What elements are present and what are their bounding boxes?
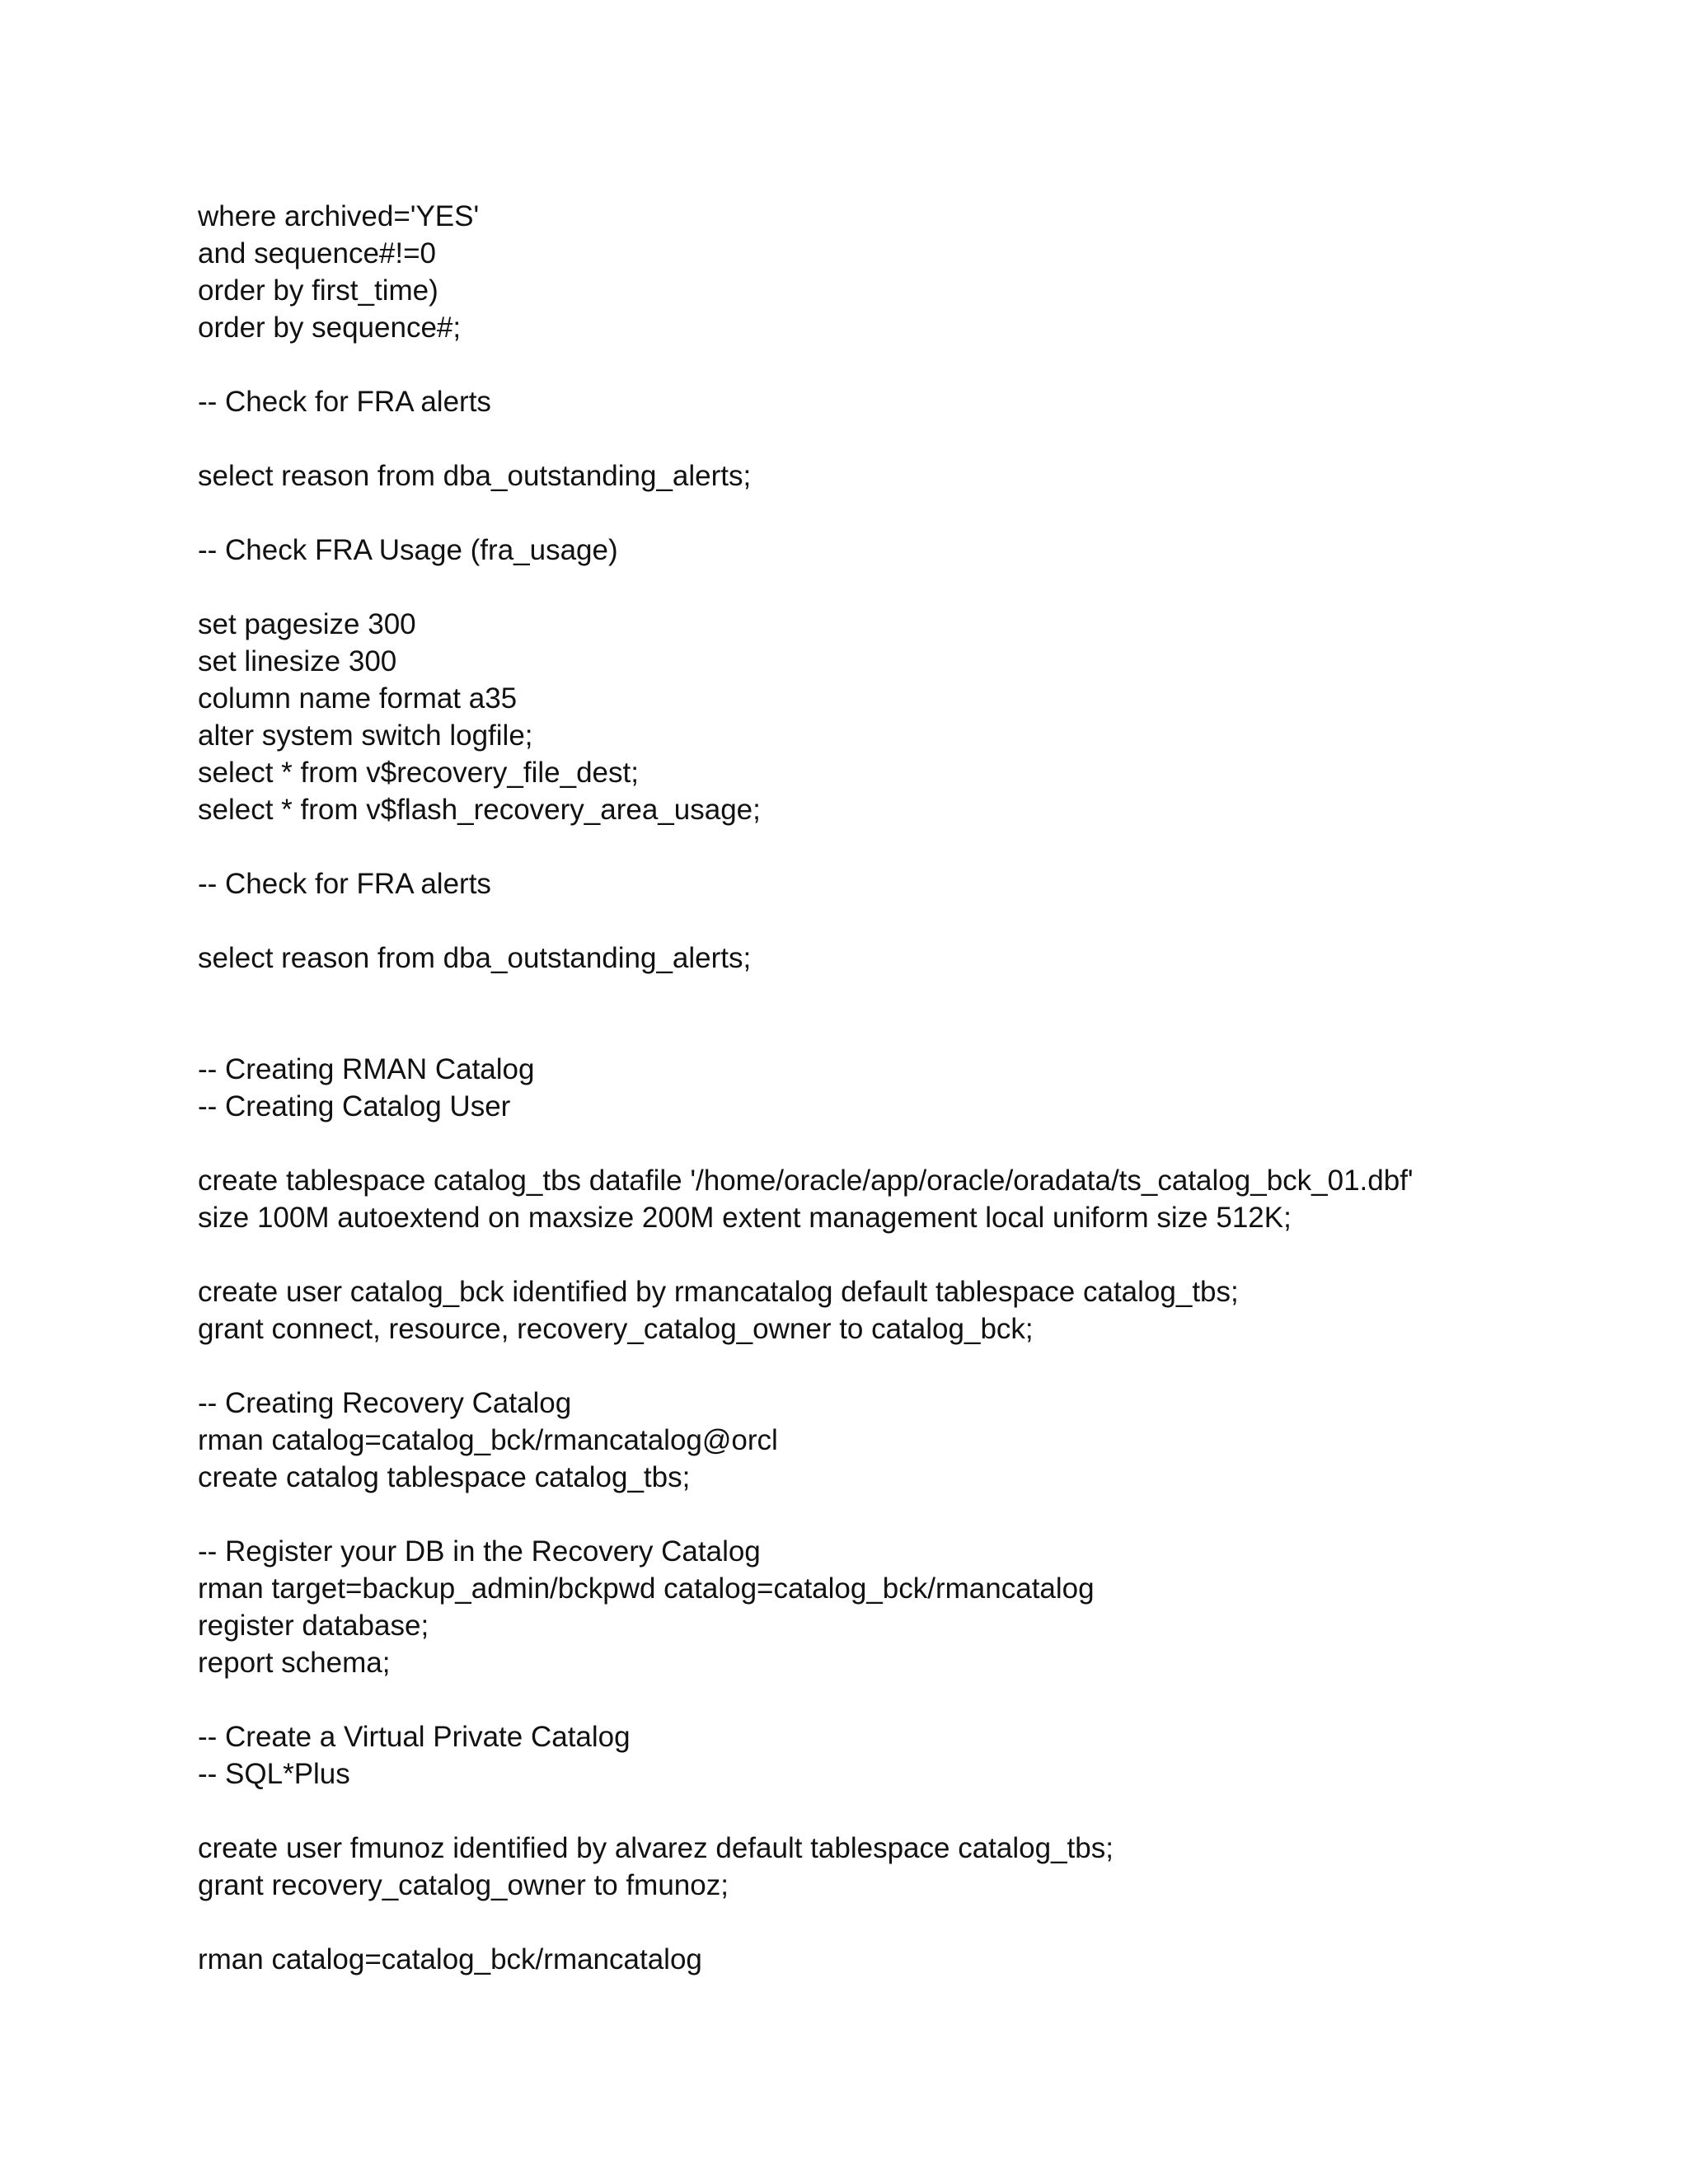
code-line: create catalog tablespace catalog_tbs;	[198, 1461, 691, 1493]
code-line: rman catalog=catalog_bck/rmancatalog	[198, 1943, 702, 1975]
blank-line	[198, 1496, 1599, 1533]
code-line: column name format a35	[198, 682, 518, 715]
code-line: grant connect, resource, recovery_catalog_owner to catalog_bck;	[198, 1313, 1034, 1345]
blank-line	[198, 977, 1599, 1014]
code-line: select * from v$recovery_file_dest;	[198, 757, 639, 789]
code-line: where archived='YES'	[198, 200, 480, 232]
blank-line	[198, 346, 1599, 383]
blank-line	[198, 1125, 1599, 1162]
comment-line: -- Creating Recovery Catalog	[198, 1387, 572, 1419]
comment-line: -- Creating RMAN Catalog	[198, 1053, 535, 1085]
code-line: order by sequence#;	[198, 312, 462, 344]
comment-line: -- Creating Catalog User	[198, 1090, 511, 1122]
code-line: create user fmunoz identified by alvarez default tablespace catalog_tbs;	[198, 1832, 1114, 1864]
blank-line	[198, 828, 1599, 865]
code-line: set linesize 300	[198, 645, 397, 677]
blank-line	[198, 1236, 1599, 1273]
blank-line	[198, 1904, 1599, 1941]
blank-line	[198, 1793, 1599, 1830]
code-line: set pagesize 300	[198, 608, 416, 640]
code-line: select reason from dba_outstanding_alerts;	[198, 942, 752, 974]
code-line: grant recovery_catalog_owner to fmunoz;	[198, 1869, 729, 1901]
comment-line: -- Create a Virtual Private Catalog	[198, 1721, 631, 1753]
code-line: and sequence#!=0	[198, 237, 437, 269]
code-line: size 100M autoextend on maxsize 200M extent management local uniform size 512K;	[198, 1202, 1292, 1234]
code-line: select * from v$flash_recovery_area_usage;	[198, 794, 761, 826]
code-line: order by first_time)	[198, 274, 438, 307]
comment-line: -- Register your DB in the Recovery Catalog	[198, 1535, 761, 1568]
blank-line	[198, 1681, 1599, 1718]
code-line: create user catalog_bck identified by rmancatalog default tablespace catalog_tbs;	[198, 1276, 1239, 1308]
comment-line: -- Check for FRA alerts	[198, 386, 491, 418]
comment-line: -- Check for FRA alerts	[198, 868, 491, 900]
code-line: rman target=backup_admin/bckpwd catalog=catalog_bck/rmancatalog	[198, 1572, 1095, 1605]
blank-line	[198, 569, 1599, 606]
document-body	[198, 198, 1599, 1978]
blank-line	[198, 1014, 1599, 1051]
blank-line	[198, 1347, 1599, 1385]
comment-line: -- SQL*Plus	[198, 1758, 350, 1790]
code-line: report schema;	[198, 1647, 391, 1679]
blank-line	[198, 902, 1599, 940]
code-line: select reason from dba_outstanding_alerts;	[198, 460, 752, 492]
code-line: rman catalog=catalog_bck/rmancatalog@orcl	[198, 1424, 778, 1456]
code-line: register database;	[198, 1610, 429, 1642]
comment-line: -- Check FRA Usage (fra_usage)	[198, 534, 618, 566]
blank-line	[198, 420, 1599, 457]
code-line: create tablespace catalog_tbs datafile '/home/oracle/app/oracle/oradata/ts_catalog_bck_01.dbf'	[198, 1165, 1414, 1197]
blank-line	[198, 494, 1599, 532]
code-line: alter system switch logfile;	[198, 719, 533, 752]
